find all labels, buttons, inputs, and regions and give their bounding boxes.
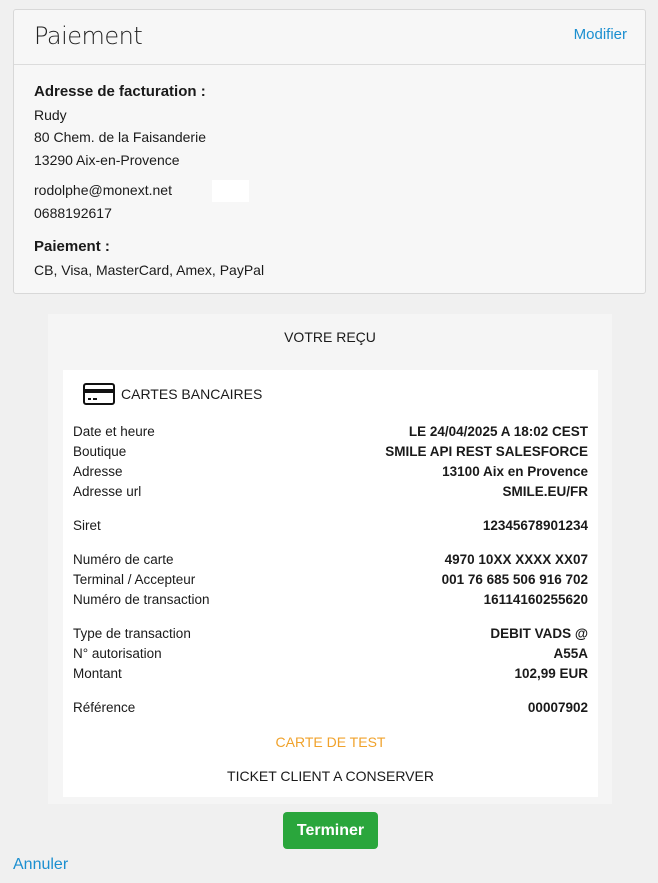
receipt-row-value: 001 76 685 506 916 702 (441, 572, 588, 587)
receipt-row (73, 442, 588, 462)
card-type-label: CARTES BANCAIRES (121, 386, 263, 402)
receipt-ticket (63, 370, 598, 797)
receipt-row-key: Numéro de carte (73, 552, 174, 567)
email-row (34, 179, 625, 202)
receipt-row (73, 550, 588, 570)
receipt-row-value: SMILE API REST SALESFORCE (385, 444, 588, 459)
receipt-row-key: Siret (73, 518, 101, 533)
billing-street: 80 Chem. de la Faisanderie (34, 129, 206, 145)
receipt-row (73, 624, 588, 644)
receipt-row-value: LE 24/04/2025 A 18:02 CEST (408, 424, 588, 439)
billing-email: rodolphe@monext.net (34, 182, 172, 198)
receipt-heading: VOTRE REÇU (284, 329, 376, 345)
payment-methods: CB, Visa, MasterCard, Amex, PayPal (34, 261, 265, 278)
test-card-notice: CARTE DE TEST (275, 734, 386, 750)
payment-card-header (14, 10, 645, 65)
receipt-row-key: Type de transaction (73, 626, 191, 641)
payment-card-body (14, 65, 645, 281)
receipt-row-value: 12345678901234 (482, 518, 588, 533)
receipt-row-key: Boutique (73, 444, 127, 459)
receipt-row-value: DEBIT VADS @ (490, 626, 588, 641)
card-type-row (83, 382, 262, 406)
receipt-row-value: 102,99 EUR (514, 666, 588, 681)
receipt-row-key: Numéro de transaction (73, 592, 210, 607)
cancel-link[interactable]: Annuler (13, 856, 69, 873)
receipt-row-value: 00007902 (527, 700, 588, 715)
receipt-row (73, 422, 588, 442)
receipt-row-value: 16114160255620 (483, 592, 588, 607)
receipt-row (73, 644, 588, 664)
receipt-row (73, 516, 588, 536)
receipt-row (73, 590, 588, 610)
receipt-row-key: Terminal / Accepteur (73, 572, 196, 587)
credit-card-icon (83, 383, 115, 405)
receipt-row-key: Adresse (73, 464, 123, 479)
receipt-rows (73, 422, 588, 718)
receipt-row-key: Montant (73, 666, 122, 681)
receipt-row (73, 462, 588, 482)
billing-phone: 0688192617 (34, 204, 112, 221)
payment-title: Paiement (34, 22, 143, 50)
finish-button[interactable]: Terminer (283, 812, 378, 849)
receipt-row-key: Référence (73, 700, 136, 715)
modify-link[interactable]: Modifier (573, 26, 627, 43)
receipt-row-value: SMILE.EU/FR (502, 484, 588, 499)
payment-method-label: Paiement : (34, 238, 110, 255)
ticket-notice: TICKET CLIENT A CONSERVER (227, 768, 434, 784)
billing-city: 13290 Aix-en-Provence (34, 151, 180, 168)
receipt-row-key: Adresse url (73, 484, 142, 499)
billing-address-label: Adresse de facturation : (34, 83, 206, 100)
billing-name: Rudy (34, 106, 67, 123)
payment-card (13, 9, 646, 294)
receipt-row-value: 4970 10XX XXXX XX07 (444, 552, 588, 567)
blank-field (212, 180, 249, 202)
receipt-row-key: Date et heure (73, 424, 155, 439)
receipt-row-key: N° autorisation (73, 646, 162, 661)
receipt-row (73, 698, 588, 718)
receipt-row (73, 570, 588, 590)
receipt-row (73, 482, 588, 502)
receipt-row-value: 13100 Aix en Provence (442, 464, 588, 479)
receipt-row-value: A55A (553, 646, 588, 661)
receipt-row (73, 664, 588, 684)
